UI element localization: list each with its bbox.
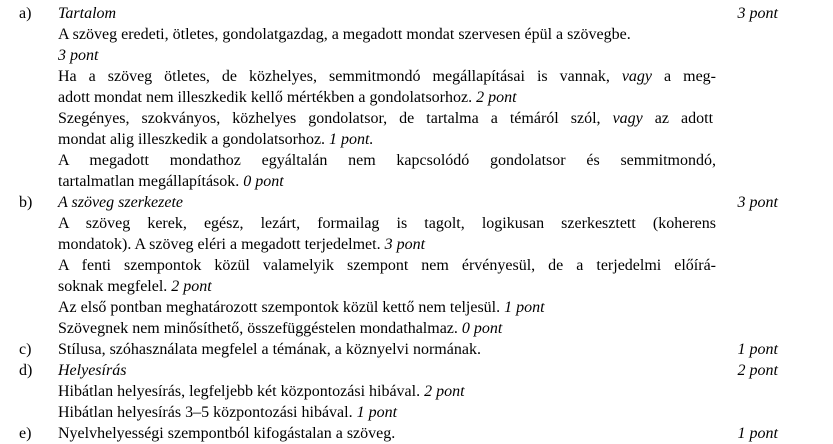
section-text: Stílusa, szóhasználata megfelel a témának, a köznyelvi normának. xyxy=(58,341,481,358)
criterion-text: A szöveg eredeti, ötletes, gondolatgazdag, a megadott mondat szervesen épül a szövegbe. xyxy=(58,26,631,43)
criterion-text: A szöveg kerek, egész, lezárt, formailag is tagolt, logikusan szerkesztett (koherens xyxy=(58,215,716,232)
criterion-score: 3 pont xyxy=(58,47,99,64)
criterion-text: mondat alig illeszkedik a gondolatsorhoz. 1 pont. xyxy=(58,131,374,148)
criterion-score: 0 pont xyxy=(461,320,503,337)
criterion-line xyxy=(0,66,833,87)
section-points: 3 pont xyxy=(737,194,778,211)
section-points: 2 pont xyxy=(737,362,778,379)
criterion-text: A megadott mondathoz egyáltalán nem kapcsolódó gondolatsor és semmitmondó, xyxy=(58,152,716,169)
criterion-score: 1 pont. xyxy=(329,131,374,148)
criterion-line xyxy=(0,108,833,129)
criterion-text: Szegényes, szokványos, közhelyes gondolatsor, de tartalma a témáról szól, vagy az adott xyxy=(58,110,714,127)
criterion-text: Hibátlan helyesírás 3–5 központozási hibával. 1 pont xyxy=(58,404,398,421)
section-heading: Tartalom xyxy=(58,5,117,22)
criterion-score: 2 pont xyxy=(424,383,465,400)
criterion-line xyxy=(0,150,833,171)
section-points: 1 pont xyxy=(737,425,778,442)
criterion-text: Hibátlan helyesírás, legfeljebb két központozási hibával. 2 pont xyxy=(58,383,465,400)
criterion-line xyxy=(0,234,833,255)
criterion-score-line xyxy=(0,45,833,66)
section-letter: e) xyxy=(19,425,32,442)
criterion-text: Ha a szöveg ötletes, de közhelyes, semmitmondó megállapításai is vannak, vagy a meg- xyxy=(58,68,717,85)
criterion-line xyxy=(0,297,833,318)
criterion-score: 3 pont xyxy=(384,236,426,253)
section-a-header xyxy=(0,3,833,24)
criterion-line xyxy=(0,255,833,276)
criterion-text: A fenti szempontok közül valamelyik szempont nem érvényesül, de a terjedelmi előírá- xyxy=(58,257,716,274)
criterion-line xyxy=(0,24,833,45)
section-points: 1 pont xyxy=(737,341,778,358)
section-e xyxy=(0,423,833,444)
criterion-score: 0 pont xyxy=(243,173,284,190)
criterion-text: Az első pontban meghatározott szempontok közül kettő nem teljesül. 1 pont xyxy=(58,299,545,316)
section-letter: c) xyxy=(19,341,32,358)
criterion-text: tartalmatlan megállapítások. 0 pont xyxy=(58,173,284,190)
criterion-line xyxy=(0,213,833,234)
section-b-header xyxy=(0,192,833,213)
criterion-score: 2 pont xyxy=(476,89,517,106)
section-heading: Helyesírás xyxy=(58,362,127,379)
section-d-header xyxy=(0,360,833,381)
criterion-text: adott mondat nem illeszkedik kellő mértékben a gondolatsorhoz. 2 pont xyxy=(58,89,517,106)
criterion-text: Szövegnek nem minősíthető, összefüggéstelen mondathalmaz. 0 pont xyxy=(58,320,503,337)
criterion-score: 2 pont xyxy=(171,278,212,295)
criterion-text: mondatok). A szöveg eléri a megadott terjedelmet. 3 pont xyxy=(58,236,426,253)
criterion-score: 1 pont xyxy=(504,299,545,316)
criterion-line xyxy=(0,318,833,339)
criterion-text: soknak megfelel. 2 pont xyxy=(58,278,212,295)
section-c xyxy=(0,339,833,360)
criterion-line xyxy=(0,171,833,192)
criterion-line xyxy=(0,402,833,423)
criterion-line xyxy=(0,381,833,402)
criterion-line xyxy=(0,87,833,108)
criterion-line xyxy=(0,276,833,297)
section-points: 3 pont xyxy=(737,5,778,22)
section-letter: b) xyxy=(19,194,33,211)
section-heading: A szöveg szerkezete xyxy=(58,194,183,211)
section-letter: a) xyxy=(19,5,32,22)
criterion-score: 1 pont xyxy=(356,404,398,421)
criterion-line xyxy=(0,129,833,150)
section-letter: d) xyxy=(19,362,33,379)
section-text: Nyelvhelyességi szempontból kifogástalan a szöveg. xyxy=(58,425,396,442)
